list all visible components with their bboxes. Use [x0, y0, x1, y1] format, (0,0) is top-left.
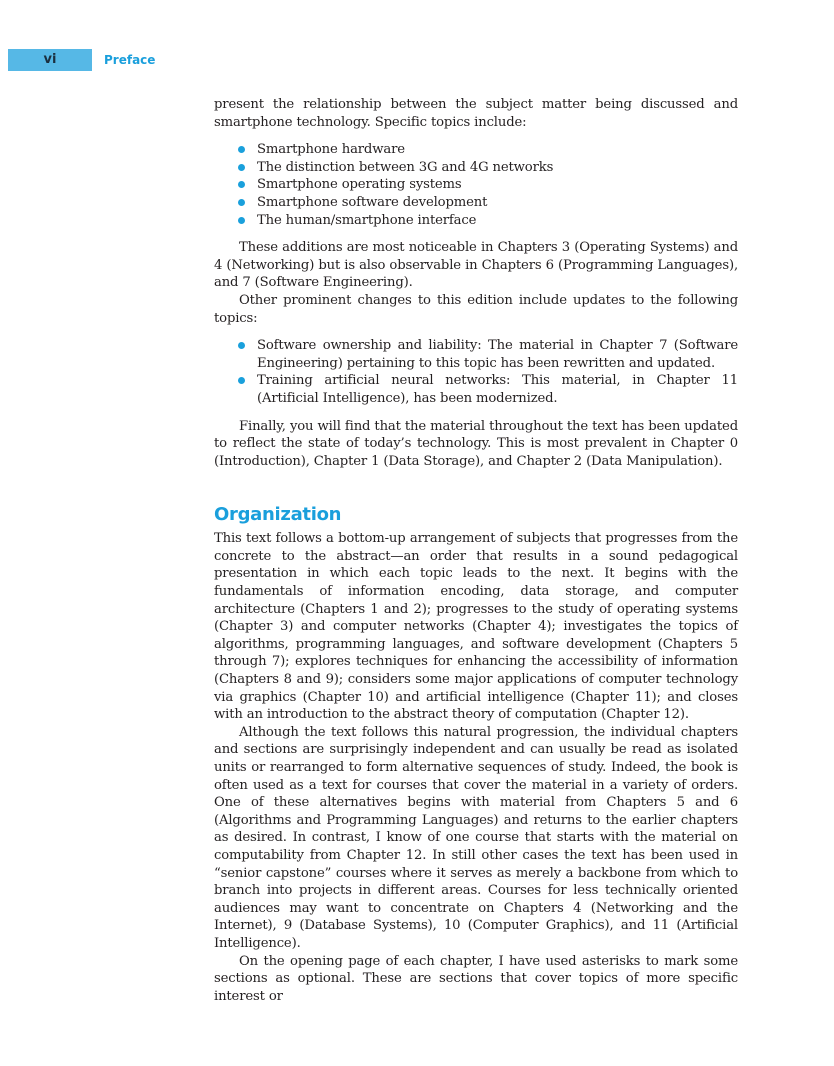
page-body: [214, 96, 738, 1005]
running-head: Preface: [104, 53, 156, 67]
organization-paragraph: Although the text follows this natural progression, the individual chapters and sections are surprisingly independent and can usually be read as isolated units or rearranged to form alternative sequences of study. Indeed, the book is often used as a text for courses that cover the material in a variety of orders. One of these alternatives begins with material from Chapters 5 and 6 (Algorithms and Programming Languages) and returns to the earlier chapters as desired. In contrast, I know of one course that starts with the material on computability from Chapter 12. In still other cases the text has been used in “senior capstone” courses where it serves as merely a backbone from which to branch into projects in different areas. Courses for less technically oriented audiences may want to concentrate on Chapters 4 (Networking and the Internet), 9 (Database Systems), 10 (Computer Graphics), and 11 (Artificial Intelligence).: [214, 724, 738, 951]
list-item-text: The distinction between 3G and 4G networks: [257, 159, 554, 175]
bullet-icon: [238, 342, 245, 349]
list-item: [257, 372, 738, 407]
list-item: [257, 141, 738, 159]
list-item: [257, 337, 738, 372]
list-item: [257, 176, 738, 194]
organization-paragraph: On the opening page of each chapter, I have used asterisks to mark some sections as optional. These are sections that cover topics of more specific interest or: [214, 953, 738, 1004]
bullet-icon: [238, 377, 245, 384]
list-item-text: Software ownership and liability: The material in Chapter 7 (Software Engineering) pertaining to this topic has been rewritten and updated.: [257, 338, 738, 371]
list-item-text: Smartphone hardware: [257, 142, 405, 158]
bullet-icon: [238, 199, 245, 206]
list-item: [257, 212, 738, 230]
list-item-text: Smartphone software development: [257, 194, 488, 210]
bullet-icon: [238, 181, 245, 188]
smartphone-topics-list: [214, 141, 738, 229]
list-item-text: Training artificial neural networks: This material, in Chapter 11 (Artificial Intelligence), has been modernized.: [257, 373, 738, 406]
paragraph: Finally, you will find that the material throughout the text has been updated to reflect the state of today’s technology. This is most prevalent in Chapter 0 (Introduction), Chapter 1 (Data Storage), and Chapter 2 (Data Manipulation).: [214, 418, 738, 469]
list-item: [257, 159, 738, 177]
list-item: [257, 194, 738, 212]
list-item-text: The human/smartphone interface: [257, 212, 477, 228]
organization-paragraph: This text follows a bottom-up arrangement of subjects that progresses from the concrete to the abstract—an order that results in a sound pedagogical presentation in which each topic leads to the next. It begins with the fundamentals of information encoding, data storage, and computer architecture (Chapters 1 and 2); progresses to the study of operating systems (Chapter 3) and computer networks (Chapter 4); investigates the topics of algorithms, programming languages, and software development (Chapters 5 through 7); explores techniques for enhancing the accessibility of information (Chapters 8 and 9); considers some major applications of computer technology via graphics (Chapter 10) and artificial intelligence (Chapter 11); and closes with an introduction to the abstract theory of computation (Chapter 12).: [214, 531, 738, 723]
paragraph: Other prominent changes to this edition include updates to the following topics:: [214, 292, 738, 326]
bullet-icon: [238, 164, 245, 171]
paragraph: These additions are most noticeable in Chapters 3 (Operating Systems) and 4 (Networking) but is also observable in Chapters 6 (Programming Languages), and 7 (Software Engineering).: [214, 240, 738, 291]
intro-paragraph: present the relationship between the subject matter being discussed and smartphone technology. Specific topics include:: [214, 97, 738, 130]
bullet-icon: [238, 217, 245, 224]
updated-topics-list: [214, 337, 738, 407]
bullet-icon: [238, 146, 245, 153]
list-item-text: Smartphone operating systems: [257, 177, 462, 193]
page-number: vi: [43, 52, 57, 67]
section-heading-organization: Organization: [214, 504, 342, 526]
